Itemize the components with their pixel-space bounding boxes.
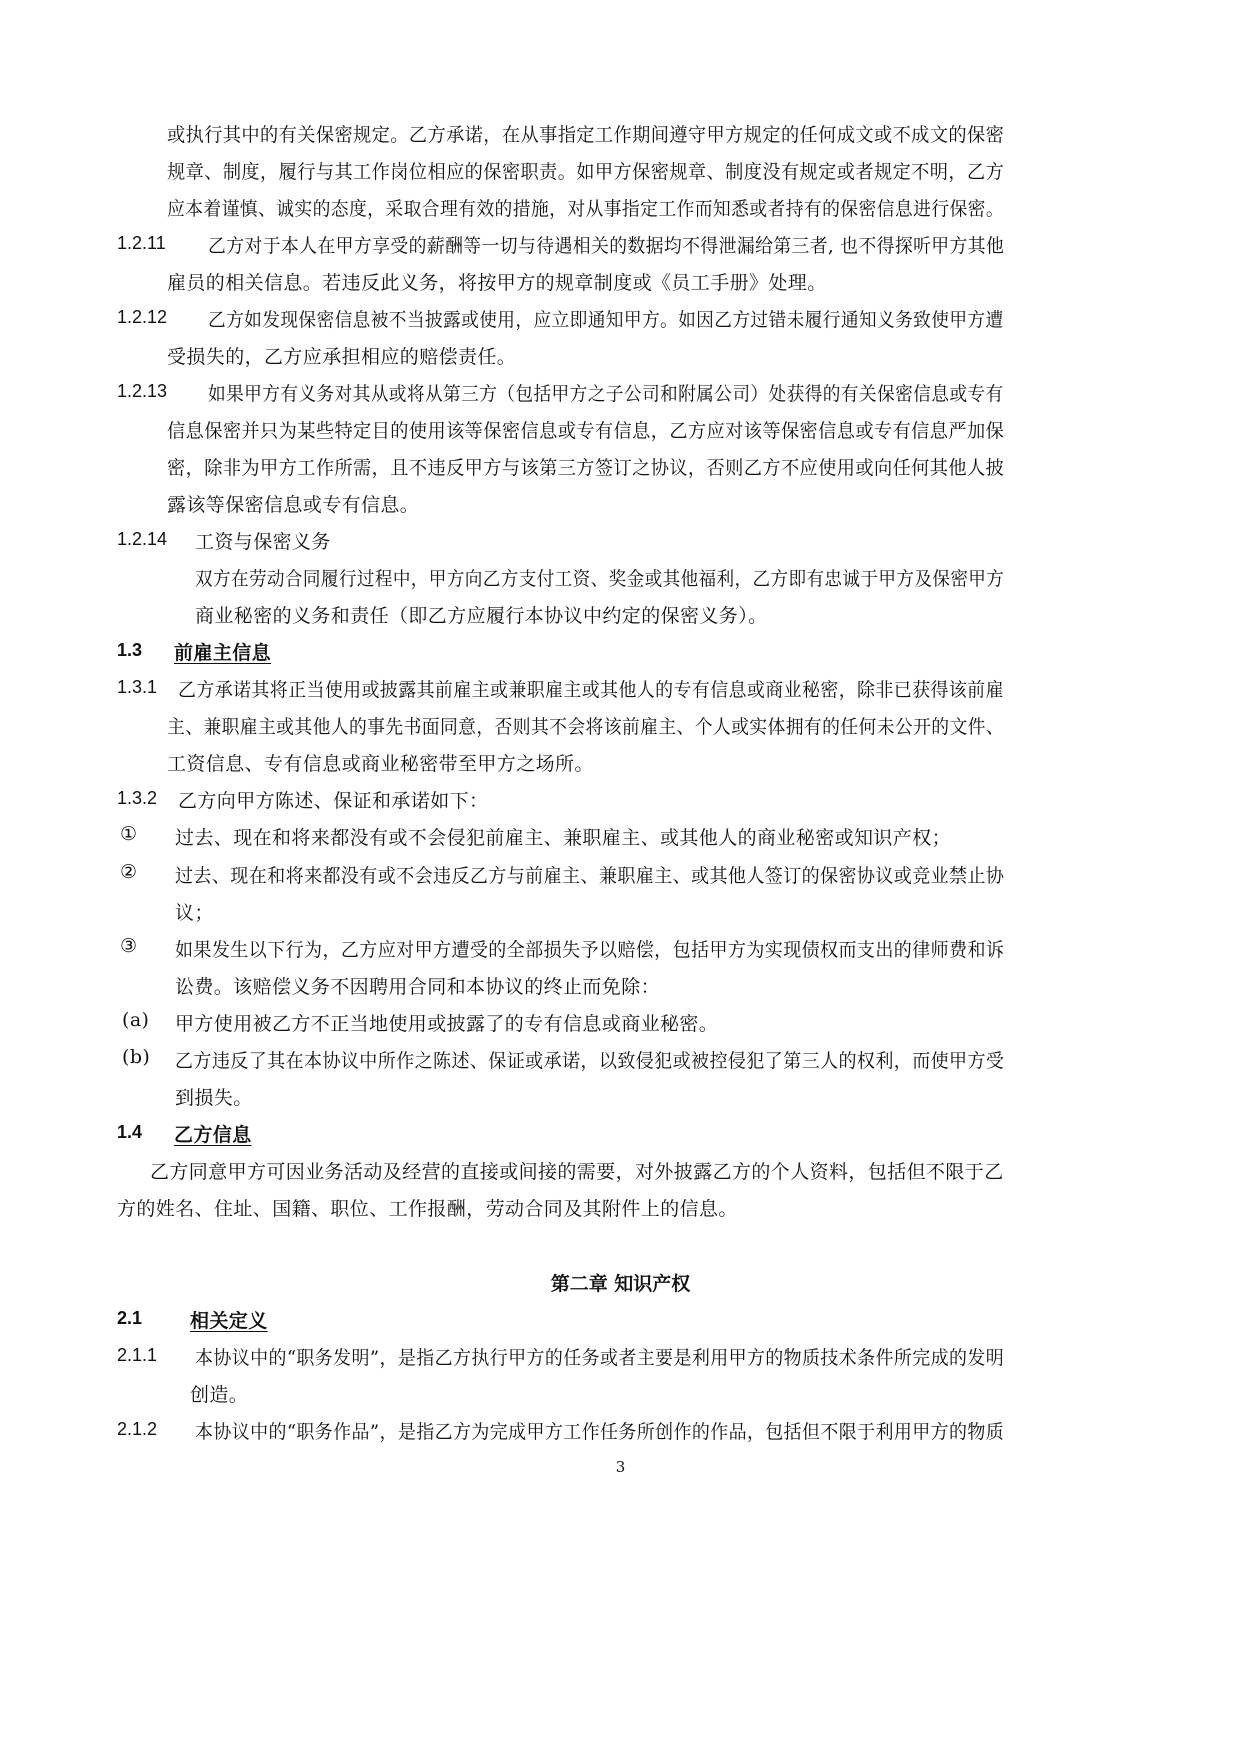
clause-text: 信息保密并只为某些特定目的使用该等保密信息或专有信息，乙方应对该等保密信息或专有信息严加保 (167, 420, 1005, 442)
clause-text: 雇员的相关信息。若违反此义务，将按甲方的规章制度或《员工手册》处理。 (167, 272, 827, 294)
clause-text: 乙方如发现保密信息被不当披露或使用，应立即通知甲方。如因乙方过错未履行通知义务致使甲方遭 (208, 309, 1004, 331)
clause-text: 乙方对于本人在甲方享受的薪酬等一切与待遇相关的数据均不得泄漏给第三者, 也不得探听甲方其他 (208, 235, 1005, 257)
list-item-text: 过去、现在和将来都没有或不会侵犯前雇主、兼职雇主、或其他人的商业秘密或知识产权； (175, 827, 952, 849)
paragraph-text: 乙方同意甲方可因业务活动及经营的直接或间接的需要，对外披露乙方的个人资料，包括但不限于乙 (150, 1161, 1004, 1183)
list-item-text: 讼费。该赔偿义务不因聘用合同和本协议的终止而免除： (175, 976, 661, 998)
clause-number: 2.1.2 (117, 1419, 158, 1439)
clause-text: 露该等保密信息或专有信息。 (167, 494, 420, 516)
clause-text: 如果甲方有义务对其从或将从第三方（包括甲方之子公司和附属公司）处获得的有关保密信息或专有 (208, 383, 1004, 405)
page-number: 3 (615, 1458, 626, 1476)
list-item-text: 如果发生以下行为，乙方应对甲方遭受的全部损失予以赔偿，包括甲方为实现债权而支出的律师费和诉 (175, 939, 1005, 961)
continuation-line-1: 或执行其中的有关保密规定。乙方承诺，在从事指定工作期间遵守甲方规定的任何成文或不成文的保密 (167, 124, 1005, 146)
clause-number: 1.2.11 (117, 233, 166, 253)
clause-text: 工资信息、专有信息或商业秘密带至甲方之场所。 (167, 753, 594, 775)
list-item-text: 过去、现在和将来都没有或不会违反乙方与前雇主、兼职雇主、或其他人签订的保密协议或竞业禁止协 (175, 865, 1005, 887)
clause-text: 主、兼职雇主或其他人的事先书面同意，否则其不会将该前雇主、个人或实体拥有的任何未公开的文件、 (167, 716, 1005, 738)
section-title: 相关定义 (190, 1310, 268, 1332)
section-title: 乙方信息 (174, 1124, 252, 1146)
clause-number: 1.2.13 (117, 381, 168, 401)
clause-text: 本协议中的“职务作品”，是指乙方为完成甲方工作任务所创作的作品，包括但不限于利用甲方的物质 (195, 1421, 1005, 1443)
paragraph-text: 方的姓名、住址、国籍、职位、工作报酬，劳动合同及其附件上的信息。 (117, 1198, 738, 1220)
list-marker: (b) (122, 1046, 151, 1068)
clause-text: 乙方向甲方陈述、保证和承诺如下： (178, 790, 489, 812)
clause-text: 乙方承诺其将正当使用或披露其前雇主或兼职雇主或其他人的专有信息或商业秘密，除非已获得该前雇 (178, 679, 1004, 701)
clause-number: 2.1.1 (117, 1345, 158, 1365)
clause-text: 受损失的，乙方应承担相应的赔偿责任。 (167, 346, 517, 368)
clause-number: 1.3.2 (117, 788, 158, 808)
list-marker: ② (120, 861, 138, 883)
list-marker: ③ (120, 935, 138, 957)
section-title: 前雇主信息 (174, 642, 272, 664)
clause-text: 密，除非为甲方工作所需，且不违反甲方与该第三方签订之协议，否则乙方不应使用或向任何其他人披 (167, 457, 1005, 479)
continuation-line-2: 规章、制度，履行与其工作岗位相应的保密职责。如甲方保密规章、制度没有规定或者规定不明，乙方 (167, 161, 1005, 183)
section-number: 1.3 (117, 640, 143, 660)
list-item-text: 甲方使用被乙方不正当地使用或披露了的专有信息或商业秘密。 (175, 1013, 719, 1035)
clause-number: 1.2.14 (117, 529, 168, 549)
chapter-title: 第二章 知识产权 (550, 1273, 691, 1295)
clause-number: 1.3.1 (117, 677, 158, 697)
clause-title: 工资与保密义务 (195, 531, 331, 553)
clause-text: 创造。 (190, 1384, 249, 1406)
clause-text: 商业秘密的义务和责任（即乙方应履行本协议中约定的保密义务）。 (195, 605, 768, 627)
list-item-text: 到损失。 (175, 1087, 253, 1109)
clause-text: 本协议中的“职务发明”，是指乙方执行甲方的任务或者主要是利用甲方的物质技术条件所完成的发明 (195, 1347, 1005, 1369)
section-number: 2.1 (117, 1308, 143, 1328)
clause-text: 双方在劳动合同履行过程中，甲方向乙方支付工资、奖金或其他福利，乙方即有忠诚于甲方及保密甲方 (195, 568, 1005, 590)
continuation-line-3: 应本着谨慎、诚实的态度，采取合理有效的措施，对从事指定工作而知悉或者持有的保密信息进行保密。 (167, 198, 1005, 220)
clause-number: 1.2.12 (117, 307, 168, 327)
section-number: 1.4 (117, 1122, 143, 1142)
list-marker: (a) (122, 1009, 150, 1031)
list-item-text: 乙方违反了其在本协议中所作之陈述、保证或承诺，以致侵犯或被控侵犯了第三人的权利，而使甲方受 (175, 1050, 1005, 1072)
list-item-text: 议； (175, 902, 214, 924)
list-marker: ① (120, 823, 138, 845)
